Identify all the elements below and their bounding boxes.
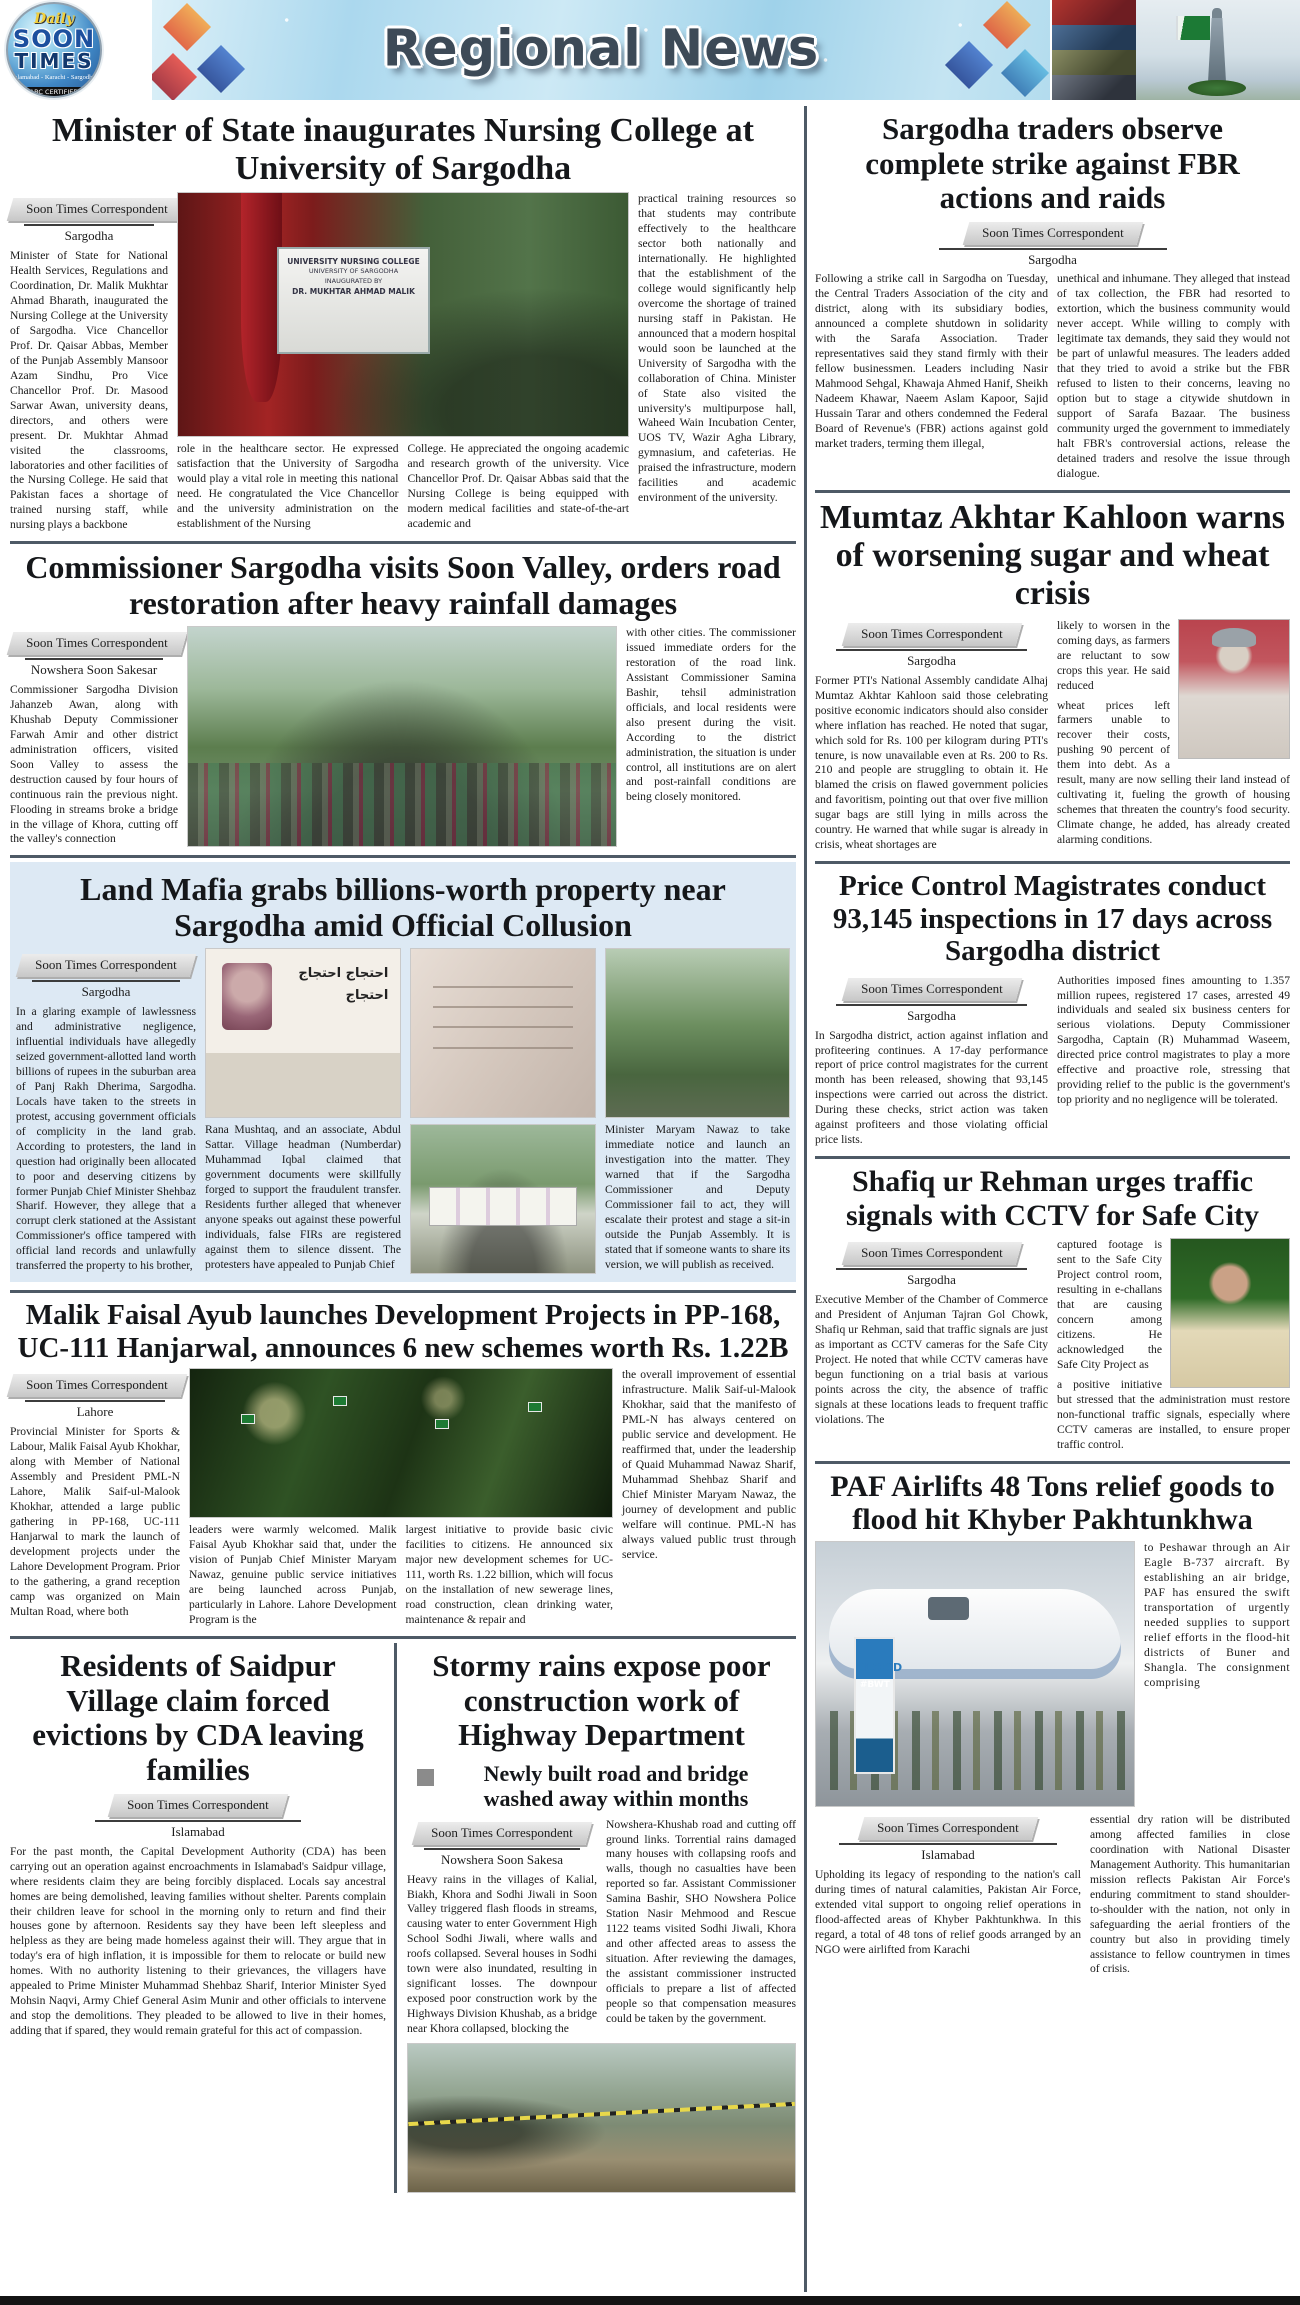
article-malik-faisal-development bbox=[10, 1299, 796, 1628]
byline-label: Soon Times Correspondent bbox=[35, 957, 177, 973]
right-section bbox=[807, 104, 1294, 2294]
dateline: Sargodha bbox=[907, 1272, 956, 1288]
byline-label: Soon Times Correspondent bbox=[860, 1245, 1003, 1261]
logo-abc-certified-badge: ABC CERTIFIED bbox=[25, 87, 84, 97]
rally-crowd-photo bbox=[189, 1368, 613, 1518]
body-column: Rana Mushtaq, and an associate, Abdul Sattar. Village headman (Numberdar) Muhammad Iqbal claimed that government documents were skillfully forged to support the fraudulent transfer. Residents further alleged that whenever anyone speaks out against these powerful individuals, false FIRs are registered against them to silence dissent. The protesters have appealed to Punjab Chief bbox=[205, 1123, 401, 1271]
article-headline: Mumtaz Akhtar Kahloon warns of worsening sugar and wheat crisis bbox=[819, 498, 1286, 612]
plaque-line: UNIVERSITY OF SARGODHA bbox=[308, 266, 399, 275]
article-headline: PAF Airlifts 48 Tons relief goods to flood hit Khyber Pakhtunkhwa bbox=[830, 1469, 1275, 1537]
dateline: Sargodha bbox=[1028, 252, 1077, 268]
byline-rule bbox=[836, 1268, 1027, 1270]
square-bullet-icon bbox=[417, 1769, 434, 1786]
article-kahloon-crisis bbox=[815, 499, 1290, 854]
body-column: leaders were warmly welcomed. Malik Faisal Ayub Khokhar said that, under the vision of Punjab Chief Minister Maryam Nawaz, genuine public service initiatives are being launched across Punjab, particularly in Lahore. Lahore Development Program is the bbox=[189, 1523, 397, 1626]
byline-label: Soon Times Correspondent bbox=[877, 1819, 1019, 1835]
body-column: Following a strike call in Sargodha on Tuesday, the Central Traders Association of the city and district, along with its subsidiary bodies, announced a complete shutdown in solidarity with the Sarafa Association. Trader representatives said they stand firmly with their fellow businessmen. Leaders including Nasir Mahmood Sehgal, Khawaja Ahmed Hanif, Sheikh Nadeem Khawar, Naeem Aslam Kapoor, Sajid Hussain Tarar and others condemned the Federal Board of Revenue's (FBR) actions against gold market traders, terming them illegal, bbox=[815, 272, 1048, 450]
document-line bbox=[433, 986, 573, 988]
byline bbox=[815, 623, 1048, 669]
byline bbox=[10, 1794, 386, 1840]
article-paf-airlift bbox=[815, 1470, 1290, 1978]
nursing-inauguration-photo bbox=[177, 192, 629, 437]
urdu-protest-text: احتجاج احتجاج احتجاج bbox=[298, 965, 389, 1003]
article-headline: Residents of Saidpur Village claim forced evictions by CDA leaving families bbox=[32, 1647, 364, 1787]
dateline: Islamabad bbox=[921, 1846, 975, 1862]
body-column: In Sargodha district, action against inflation and profiteering continues. A 17-day performance report of price control magistrates for the current month has been released, showing that 93,145 inspections were carried out across the district. During these checks, strict action was taken against profiteers and those violating official price lists. bbox=[815, 1028, 1048, 1147]
document-line bbox=[433, 1006, 573, 1008]
body-column: Nowshera-Khushab road and cutting off ground links. Torrential rains damaged many houses with collapsing roofs and walls, though no casualties have been reported so far. Assistant Commissioner Samina Bashir, SHO Nowshera Police Station Nasir Mehmood and Rescue 1122 teams visited Sodhi Jiwali, Khora and other affected areas to assess the situation. After reviewing the damages, the assistant commissioner instructed officials to prepare a list of affected people so that compensation measures could be taken by the government. bbox=[606, 1817, 796, 2025]
logo-cities-text: Islamabad - Karachi - Sargodha bbox=[12, 74, 96, 81]
soon-valley-visit-photo bbox=[187, 626, 617, 847]
protest-field-photo bbox=[605, 948, 790, 1118]
body-column: Minister Maryam Nawaz to take immediate notice and launch an investigation into the matter. They warned that if the Sargodha Commissioner and Deputy Commissioner fail to act, they will escalate their protest and stage a sit-in outside the Punjab Assembly. It is stated that if someone wants to share its version, we will publish as received. bbox=[605, 1123, 790, 1271]
body-column: practical training resources so that students may contribute effectively to the healthcare sector both nationally and internationally. He highlighted that the establishment of the college would significantly help overcome the shortage of trained nursing staff in Pakistan. He announced that a modern hospital would soon be launched at the University of Sargodha with the collaboration of China. Minister of State also visited the university's multipurpose hall, Waheed Wain Incubation Center, UOS TV, Wazir Agha Library, gymnasium, and cafeterias. He praised the infrastructure, modern facilities and academic environment of the university. bbox=[638, 192, 796, 505]
protester-portrait bbox=[222, 963, 272, 1030]
diamond-decoration-icon bbox=[983, 1, 1031, 49]
protest-crowd-photo bbox=[410, 1124, 596, 1274]
byline bbox=[10, 1374, 180, 1420]
body-column: For the past month, the Capital Development Authority (CDA) has been carrying out an operation against encroachments in Islamabad's Saidpur village, where residents claim they are being forcibly displaced. Locals say ancestral homes are being demolished, leaving families without shelter. Parents complain their children leave for school in the morning only to return and find their houses gone by afternoon. Residents say they have been left sleepless and helpless as they are being made homeless against their will. They argue that in today's era of high inflation, it is impossible for them to relocate or build new homes. With no authority listening to their grievances, the villagers have appealed to Prime Minister Muhammad Shehbaz Sharif, Interior Minister Syed Mohsin Naqvi, Army Chief General Asim Munir and other officials to intervene and stop the demolitions. They pleaded to be allowed to live in their homes, adding that if spared, they would remain grateful for this act of compassion. bbox=[10, 1844, 386, 2038]
newspaper-logo bbox=[0, 0, 152, 100]
byline-rule bbox=[25, 1400, 164, 1402]
byline bbox=[407, 1822, 597, 1868]
inauguration-plaque bbox=[277, 247, 430, 354]
section-title: Regional News bbox=[382, 19, 820, 79]
body-column: Heavy rains in the villages of Kalial, Biakh, Khora and Sodhi Jiwali in Soon Valley triggered flash floods in streams, causing water to enter Government High School Sodhi Jiwali, where walls and roofs collapsed. Several houses in Sodhi town were also inundated, resulting in significant losses. The downpour exposed poor construction work by the Highways Division Khushab, as a bridge near Khora collapsed, blocking the bbox=[407, 1872, 597, 2036]
body-column: wheat prices left farmers unable to recover their costs, pushing 90 percent of them into debt. As a result, many are now selling their land instead of cultivating it, fueling the growth of housing schemes that threaten the country's food security. Climate change, he added, has already created alarming conditions. bbox=[1057, 698, 1290, 847]
body-column: Upholding its legacy of responding to the nation's call during times of natural calamities, Pakistan Air Force, extended vital support to ongoing relief operations in flood-affected areas of Khyber Pakhtunkhwa. In this regard, a total of 48 tons of relief goods arranged by an NGO were airlifted from Karachi bbox=[815, 1867, 1081, 1956]
diamond-decoration-icon bbox=[945, 41, 993, 89]
crowd-strip bbox=[188, 763, 616, 846]
body-column: Former PTI's National Assembly candidate Alhaj Mumtaz Akhtar Kahloon said those celebrating positive economic indicators should also consider where inflation has reached. He noted that sugar, which sold for Rs. 100 per kilogram during PTI's tenure, is now unavailable even at Rs. 200 to Rs. 210 and people are struggling to obtain it. He blamed the crisis on flawed government policies and favoritism, pointing out that over five million sugar bags are still lying in mills across the country. He warned that while sugar is already in crisis, wheat shortages are bbox=[815, 673, 1048, 852]
body-column: Minister of State for National Health Services, Regulations and Coordination, Dr. Malik Mukhtar Ahmad Bharath, inaugurated the Nursing College at the University of Sargodha. Vice Chancellor Prof. Dr. Qaisar Abbas, Member of the Punjab Assembly Mansoor Azam Sindhu, Pro Vice Chancellor Prof. Dr. Masood Sarwar Awan, university deans, directors, and others were present. Dr. Mukhtar Ahmad visited the classrooms, laboratories and other facilities of the Nursing College. He said that Pakistan faces a shortage of trained nursing staff, while nursing plays a backbone bbox=[10, 249, 168, 532]
left-section bbox=[6, 104, 804, 2294]
dateline: Sargodha bbox=[64, 228, 114, 244]
body-column: Authorities imposed fines amounting to 1.357 million rupees, registered 17 cases, arrested 49 individuals and sealed six business centers for serious violations. Deputy Commissioner Sargodha, Captain (R) Muhammad Waseem, directed price control magistrates to play a more effective and proactive role, stressing that providing relief to the public is the government's top priority and no negligence will be tolerated. bbox=[1057, 973, 1290, 1107]
logo-globe-icon bbox=[6, 2, 102, 98]
section-divider bbox=[815, 1461, 1290, 1464]
body-column: Executive Member of the Chamber of Commerce and President of Anjuman Tajran Gol Chowk, Shafiq ur Rehman, said that traffic signals are just as important as CCTV cameras for the Safe City Project. He noted that while CCTV cameras have begun functioning on a trial basis at various points across the city, the absence of traffic signals at these locations leads to frequent traffic violations. The bbox=[815, 1293, 1048, 1427]
body-column: unethical and inhumane. They alleged that instead of tax collection, the FBR had resorted to extortion, which the business community would never accept. While willing to comply with legitimate tax demands, they said they would not be part of unlawful measures. The leaders added that they tried to avoid a strike but the FBR refused to listen to their concerns, leaving no option but to stage a citywide shutdown in support of Sarafa Bazaar. The business community urged the government to immediately halt FBR's controversial actions, release the detained traders and resolve the issue through dialogue. bbox=[1057, 272, 1290, 480]
article-headline: Minister of State inaugurates Nursing College at University of Sargodha bbox=[52, 112, 754, 188]
body-column: Provincial Minister for Sports & Labour, Malik Faisal Ayub Khokhar, along with Member of National Assembly and President PML-N Lahore, Malik Saif-ul-Malook Khokhar, attended a large public gathering in PP-168, UC-111 Hanjarwal to mark the launch of development projects under the Lahore Development Program. Prior to the gathering, a grand reception camp was organized on Main Multan Road, where both bbox=[10, 1425, 180, 1618]
diamond-decoration-icon bbox=[1001, 49, 1049, 97]
logo-soon-text: SOON bbox=[12, 25, 96, 53]
diamond-decoration-icon bbox=[163, 3, 211, 51]
party-flag bbox=[435, 1419, 449, 1429]
article-stormy-rains bbox=[397, 1643, 796, 2193]
byline-rule bbox=[939, 248, 1167, 250]
body-column: a positive initiative but stressed that the administration must restore non-functional traffic signals, especially where CCTV cameras are installed, to ensure proper traffic control. bbox=[1057, 1377, 1290, 1451]
section-divider bbox=[10, 855, 796, 858]
diamond-decoration-icon bbox=[197, 45, 245, 93]
article-price-control bbox=[815, 870, 1290, 1148]
dateline: Sargodha bbox=[907, 1007, 956, 1023]
byline bbox=[16, 954, 196, 1000]
collage-photo bbox=[1052, 75, 1136, 100]
byline-rule bbox=[424, 1848, 580, 1850]
protest-placards bbox=[429, 1187, 576, 1226]
byline-rule bbox=[836, 649, 1027, 651]
party-flag bbox=[333, 1396, 347, 1406]
byline-label: Soon Times Correspondent bbox=[860, 625, 1003, 641]
masthead bbox=[0, 0, 1300, 100]
article-headline: Sargodha traders observe complete strike against FBR actions and raids bbox=[865, 111, 1240, 216]
plaque-line: INAUGURATED BY bbox=[324, 276, 383, 285]
cargo-door bbox=[928, 1597, 969, 1620]
article-headline: Stormy rains expose poor construction work of Highway Department bbox=[432, 1647, 771, 1753]
flood-damage-photo bbox=[407, 2043, 796, 2193]
flat-cap bbox=[1212, 628, 1256, 647]
logo-times-text: TIMES bbox=[14, 49, 94, 73]
article-headline: Land Mafia grabs billions-worth property near Sargodha amid Official Collusion bbox=[80, 871, 726, 944]
byline bbox=[815, 978, 1048, 1024]
dateline: Islamabad bbox=[171, 1823, 225, 1839]
document-line bbox=[433, 1047, 573, 1049]
byline-rule bbox=[24, 224, 154, 226]
body-column: role in the healthcare sector. He expressed satisfaction that the University of Sargodha would play a vital role in meeting this national need. He congratulated the Vice Chancellor and the university administration on the establishment of the Nursing bbox=[177, 442, 399, 530]
body-column: Commissioner Sargodha Division Jahanzeb Awan, along with Khushab Deputy Commissioner Farwah Amir and other district administration officers, visited Soon Valley to assess the destruction caused by four hours of continuous rain the previous night. Flooding in streams broke a bridge in the village of Khora, cutting off the valley's connection bbox=[10, 682, 178, 846]
byline bbox=[815, 222, 1290, 268]
dateline: Sargodha bbox=[81, 984, 131, 1000]
byline-label: Soon Times Correspondent bbox=[127, 1796, 269, 1812]
article-land-mafia bbox=[10, 862, 796, 1282]
byline-label: Soon Times Correspondent bbox=[981, 225, 1124, 241]
pakistan-flag-icon bbox=[1176, 16, 1210, 40]
byline bbox=[815, 1817, 1081, 1863]
section-divider bbox=[10, 1636, 796, 1639]
paf-relief-aircraft-photo bbox=[815, 1541, 1135, 1807]
byline-rule bbox=[836, 1004, 1027, 1006]
minar-base bbox=[1188, 80, 1246, 96]
byline-label: Soon Times Correspondent bbox=[431, 1824, 573, 1840]
flood-relief-sign bbox=[854, 1637, 904, 1774]
collage-photo bbox=[1052, 0, 1136, 25]
byline bbox=[10, 198, 168, 244]
dateline: Lahore bbox=[76, 1404, 114, 1420]
party-flag bbox=[241, 1414, 255, 1424]
sign-flood-text: FLOOD bbox=[856, 1660, 904, 1674]
body-column: captured footage is sent to the Safe City Project control room, resulting in e-challans that are causing concern among citizens. He acknowledged the Safe City Project as bbox=[1057, 1238, 1162, 1372]
byline-rule bbox=[32, 980, 180, 982]
dateline: Nowshera Soon Sakesar bbox=[30, 661, 158, 677]
byline-label: Soon Times Correspondent bbox=[26, 634, 168, 650]
party-flag bbox=[528, 1402, 542, 1412]
article-headline: Malik Faisal Ayub launches Development Projects in PP-168, UC-111 Hanjarwal, announces 6 new schemes worth Rs. 1.22B bbox=[17, 1299, 789, 1364]
article-headline: Shafiq ur Rehman urges traffic signals with CCTV for Safe City bbox=[845, 1165, 1260, 1232]
section-divider bbox=[10, 541, 796, 544]
body-column: likely to worsen in the coming days, as farmers are reluctant to sow crops this year. He said reduced bbox=[1057, 618, 1170, 692]
article-commissioner-soon-valley bbox=[10, 550, 796, 847]
diamond-decoration-icon bbox=[152, 53, 197, 100]
body-column: largest initiative to provide basic civic facilities to citizens. He announced six major new development schemes for UC-111, worth Rs. 1.22 billion, which will focus on the installation of new sewerage lines, road construction, clean drinking water, maintenance & repair and bbox=[405, 1523, 613, 1626]
minar-tower bbox=[1208, 18, 1226, 82]
minar-e-pakistan-photo bbox=[1136, 0, 1300, 100]
collage-photo bbox=[1052, 25, 1136, 50]
article-headline: Commissioner Sargodha visits Soon Valley, orders road restoration after heavy rainfall damages bbox=[25, 549, 781, 622]
body-column: College. He appreciated the ongoing academic and research growth of the university. Vice Chancellor Prof. Dr. Qaisar Abbas said that the Nursing College is being equipped with modern medical facilities and state-of-the-art academic and bbox=[407, 442, 629, 530]
article-nursing-college bbox=[10, 112, 796, 533]
article-headline: Price Control Magistrates conduct 93,145 inspections in 17 days across Sargodha district bbox=[832, 870, 1273, 968]
byline-rule bbox=[839, 1843, 1057, 1845]
dateline: Sargodha bbox=[907, 652, 956, 668]
article-subhead: Newly built road and bridge washed away within months bbox=[483, 1760, 749, 1812]
kahloon-portrait-photo bbox=[1178, 619, 1290, 759]
plaque-line: UNIVERSITY NURSING COLLEGE bbox=[287, 256, 420, 266]
plaque-line: DR. MUKHTAR AHMAD MALIK bbox=[292, 287, 415, 297]
document-line bbox=[433, 1026, 573, 1028]
shafiq-portrait-photo bbox=[1170, 1238, 1290, 1388]
logo-daily-text: Daily bbox=[34, 11, 74, 27]
body-column: with other cities. The commissioner issued immediate orders for the restoration of the road link. Assistant Commissioner Samina Bashir, tehsil administration officials, and local residents were also present during the visit. According to the district administration, the situation is under control, all institutions are on alert and post-rainfall conditions are being closely monitored. bbox=[626, 625, 796, 804]
body-column: the overall improvement of essential infrastructure. Malik Saif-ul-Malook Khokhar, said that the manifesto of PML-N has always centered on public service and development. He reaffirmed that, under the leadership of Quaid Muhammad Nawaz Sharif, Muhammad Shehbaz Sharif and Chief Minister Maryam Nawaz, the journey of development and public welfare will continue. PML-N has always valued public trust through service. bbox=[622, 1368, 796, 1561]
byline bbox=[815, 1242, 1048, 1288]
section-banner bbox=[152, 0, 1050, 100]
collage-photo bbox=[1052, 50, 1136, 75]
article-shafiq-cctv bbox=[815, 1165, 1290, 1453]
main-content bbox=[0, 100, 1300, 2296]
header-photo-collage bbox=[1050, 0, 1136, 100]
byline-rule bbox=[95, 1820, 302, 1822]
article-saidpur-evictions bbox=[10, 1643, 394, 2193]
byline-label: Soon Times Correspondent bbox=[26, 201, 168, 217]
body-column: In a glaring example of lawlessness and administrative negligence, influential individuals have allegedly seized government-allotted land worth billions of rupees in the suburban area of Panj Rakh Dherima, Sargodha. Locals have taken to the streets in protest, accusing government officials of complicity in the land grab. According to protesters, the land in question had originally been allocated to poor and deserving citizens by former Punjab Chief Minister Shehbaz Sharif. However, they allege that a corrupt clerk stationed at the Assistant Commissioner's office tampered with official land records and unlawfully transferred the property to his brother, bbox=[16, 1005, 196, 1273]
article-traders-strike bbox=[815, 112, 1290, 482]
protest-banner-photo bbox=[205, 948, 401, 1118]
byline bbox=[10, 632, 178, 678]
barrier-tape bbox=[408, 2102, 795, 2126]
section-divider bbox=[815, 1156, 1290, 1159]
body-column: essential dry ration will be distributed among affected families in close coordination with National Disaster Management Authority. This humanitarian mission reflects Pakistan Air Force's enduring commitment to stand shoulder-to-shoulder with the nation, not only in safeguarding the aerial frontiers of the country but also in providing timely assistance to fellow countrymen in times of crisis. bbox=[1090, 1812, 1290, 1976]
byline-label: Soon Times Correspondent bbox=[26, 1377, 168, 1393]
dateline: Nowshera Soon Sakesa bbox=[440, 1851, 564, 1867]
section-divider bbox=[815, 490, 1290, 493]
section-divider bbox=[815, 861, 1290, 864]
byline-label: Soon Times Correspondent bbox=[860, 980, 1003, 996]
sign-bwt-text: #BWT bbox=[859, 1679, 890, 1690]
land-records-documents-photo bbox=[410, 948, 596, 1118]
byline-rule bbox=[25, 658, 163, 660]
red-curtain bbox=[241, 193, 282, 402]
body-column: to Peshawar through an Air Eagle B-737 aircraft. By establishing an air bridge, PAF has ensured the swift transportation of urgently needed supplies to support relief efforts in the flood-hit districts of Buner and Shangla. The consignment comprising bbox=[1144, 1540, 1290, 1689]
section-divider bbox=[10, 1290, 796, 1293]
